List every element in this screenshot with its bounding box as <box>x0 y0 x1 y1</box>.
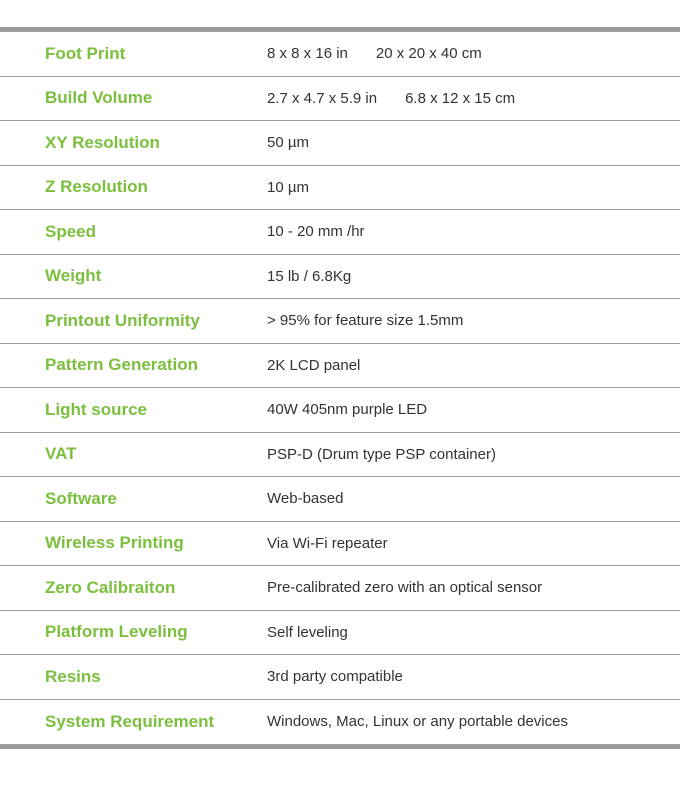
spec-value: 15 lb / 6.8Kg <box>267 267 352 285</box>
spec-label: Pattern Generation <box>45 355 199 375</box>
spec-value: Via Wi-Fi repeater <box>267 534 388 552</box>
spec-label: Light source <box>45 399 148 419</box>
spec-label: Speed <box>45 221 97 241</box>
spec-row-z-resolution <box>0 166 680 211</box>
spec-label: Build Volume <box>45 88 153 108</box>
spec-value-primary: 8 x 8 x 16 in <box>267 45 348 63</box>
spec-row-pattern-generation <box>0 344 680 389</box>
spec-label: System Requirement <box>45 711 215 731</box>
spec-value: 10 µm <box>267 178 309 196</box>
spec-row-light-source <box>0 388 680 433</box>
spec-row-build-volume <box>0 77 680 122</box>
spec-row-wireless-printing <box>0 522 680 567</box>
spec-value: Pre-calibrated zero with an optical sensor <box>267 579 543 597</box>
spec-value: Windows, Mac, Linux or any portable devices <box>267 713 568 731</box>
spec-row-speed <box>0 210 680 255</box>
spec-label: Platform Leveling <box>45 622 188 642</box>
spec-value-secondary: 6.8 x 12 x 15 cm <box>405 89 516 107</box>
spec-value-primary: 2.7 x 4.7 x 5.9 in <box>267 89 378 107</box>
spec-label: Weight <box>45 266 102 286</box>
spec-value: Self leveling <box>267 623 348 641</box>
spec-value: 40W 405nm purple LED <box>267 401 428 419</box>
spec-value: Web-based <box>267 490 344 508</box>
spec-label: VAT <box>45 444 77 464</box>
spec-row-xy-resolution <box>0 121 680 166</box>
spec-label: Wireless Printing <box>45 533 184 553</box>
spec-value: 10 - 20 mm /hr <box>267 223 365 241</box>
spec-label: Z Resolution <box>45 177 148 197</box>
spec-label: Foot Print <box>45 43 126 63</box>
spec-value <box>267 90 515 107</box>
spec-row-foot-print <box>0 32 680 77</box>
spec-row-weight <box>0 255 680 300</box>
spec-value: 50 µm <box>267 134 309 152</box>
spec-value <box>267 45 482 62</box>
spec-value: > 95% for feature size 1.5mm <box>267 312 464 330</box>
spec-row-platform-leveling <box>0 611 680 656</box>
spec-label: Software <box>45 488 117 508</box>
spec-label: Printout Uniformity <box>45 310 200 330</box>
spec-value: PSP-D (Drum type PSP container) <box>267 445 496 463</box>
bottom-rule <box>0 744 680 749</box>
spec-table <box>0 27 680 749</box>
spec-value-secondary: 20 x 20 x 40 cm <box>375 45 482 63</box>
spec-row-software <box>0 477 680 522</box>
spec-value: 2K LCD panel <box>267 356 361 374</box>
spec-label: Resins <box>45 666 101 686</box>
spec-row-vat <box>0 433 680 478</box>
spec-row-zero-calibration <box>0 566 680 611</box>
spec-rows <box>0 32 680 744</box>
spec-label: Zero Calibraiton <box>45 577 176 597</box>
spec-row-printout-uniformity <box>0 299 680 344</box>
spec-row-resins <box>0 655 680 700</box>
spec-label: XY Resolution <box>45 132 160 152</box>
spec-row-system-requirement <box>0 700 680 745</box>
spec-value: 3rd party compatible <box>267 668 403 686</box>
